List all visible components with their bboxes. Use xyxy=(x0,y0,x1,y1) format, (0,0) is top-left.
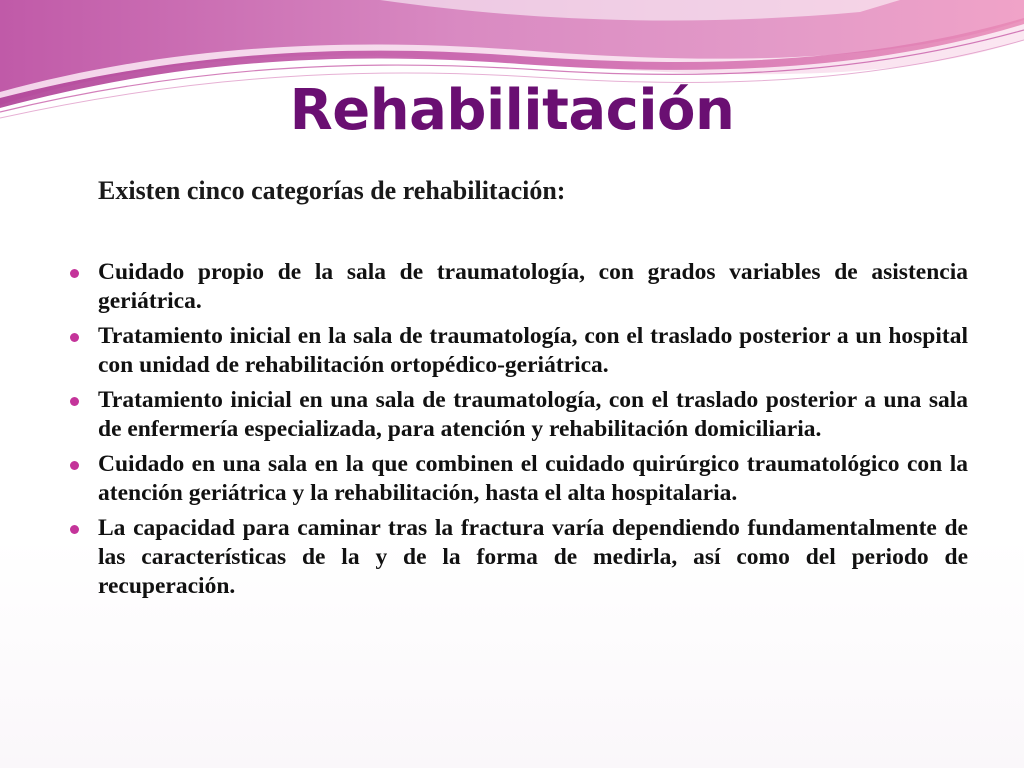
bullet-text: Cuidado propio de la sala de traumatología, con grados variables de asistencia geriátrica. xyxy=(98,259,968,314)
bullet-list xyxy=(70,258,968,607)
bullet-item xyxy=(70,450,968,508)
bullet-text: La capacidad para caminar tras la fractura varía dependiendo fundamentalmente de las características de la y de la forma de medirla, así como del periodo de recuperación. xyxy=(98,515,968,599)
bullet-marker-icon xyxy=(70,269,79,278)
bullet-text: Cuidado en una sala en la que combinen el cuidado quirúrgico traumatológico con la atención geriátrica y la rehabilitación, hasta el alta hospitalaria. xyxy=(98,451,968,506)
slide-title: Rehabilitación xyxy=(289,78,735,143)
bullet-marker-icon xyxy=(70,333,79,342)
bullet-item xyxy=(70,514,968,601)
bullet-marker-icon xyxy=(70,461,79,470)
bullet-text: Tratamiento inicial en la sala de traumatología, con el traslado posterior a un hospital con unidad de rehabilitación ortopédico-geriátrica. xyxy=(98,323,968,378)
bullet-marker-icon xyxy=(70,397,79,406)
bullet-item xyxy=(70,322,968,380)
bullet-marker-icon xyxy=(70,525,79,534)
bullet-item xyxy=(70,386,968,444)
bullet-item xyxy=(70,258,968,316)
bullet-text: Tratamiento inicial en una sala de traumatología, con el traslado posterior a una sala de enfermería especializada, para atención y rehabilitación domiciliaria. xyxy=(98,387,968,442)
slide-subtitle: Existen cinco categorías de rehabilitación: xyxy=(98,176,566,205)
